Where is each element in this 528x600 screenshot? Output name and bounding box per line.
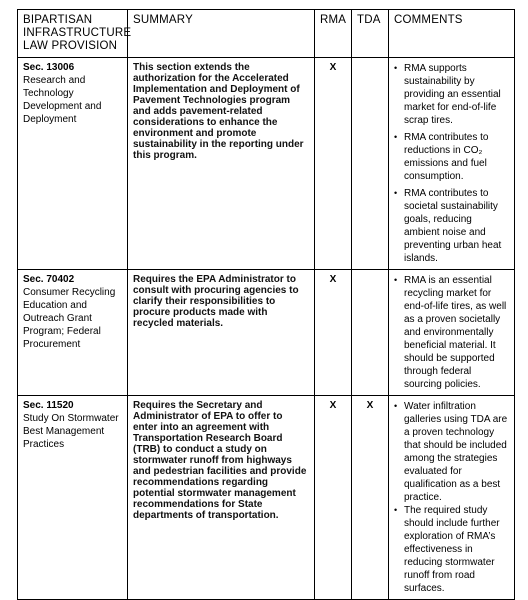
provision-cell bbox=[18, 58, 128, 270]
bullet-icon: • bbox=[394, 188, 398, 198]
header-summary: SUMMARY bbox=[128, 10, 315, 58]
header-tda: TDA bbox=[352, 10, 389, 58]
summary-text: Requires the EPA Administrator to consult with procuring agencies to clarify their responsibilities to procure products made with recycled materials. bbox=[133, 274, 299, 329]
comments-list bbox=[394, 274, 509, 391]
comments-cell bbox=[389, 270, 515, 396]
table-row bbox=[18, 396, 515, 600]
table-row bbox=[18, 270, 515, 396]
section-title: Consumer Recycling Education and Outreach Grant Program; Federal Procurement bbox=[23, 287, 116, 350]
provisions-table bbox=[17, 9, 515, 600]
comments-list bbox=[394, 62, 509, 265]
summary-cell bbox=[128, 58, 315, 270]
section-title: Research and Technology Development and Deployment bbox=[23, 75, 102, 125]
header-provision: BIPARTISAN INFRASTRUCTURE LAW PROVISION bbox=[18, 10, 128, 58]
rma-mark: X bbox=[315, 270, 352, 396]
bullet-icon: • bbox=[394, 505, 398, 515]
comment-text: RMA supports sustainability by providing an essential market for end-of-life scrap tires. bbox=[404, 63, 501, 126]
summary-cell bbox=[128, 270, 315, 396]
summary-text: This section extends the authorization for the Accelerated Implementation and Deployment of Pavement Technologies program and adds pavement-related considerations to enhance the environment and promote sustainability in the reporting under this program. bbox=[133, 62, 304, 161]
comment-text: RMA contributes to reductions in CO₂ emissions and fuel consumption. bbox=[404, 132, 489, 182]
comments-cell bbox=[389, 396, 515, 600]
tda-mark bbox=[352, 270, 389, 396]
tda-mark bbox=[352, 58, 389, 270]
section-number: Sec. 11520 bbox=[23, 400, 74, 411]
comment-item bbox=[394, 62, 509, 127]
rma-mark: X bbox=[315, 58, 352, 270]
header-comments: COMMENTS bbox=[389, 10, 515, 58]
comment-item bbox=[394, 400, 509, 504]
provision-cell bbox=[18, 270, 128, 396]
tda-mark: X bbox=[352, 396, 389, 600]
comment-text: RMA is an essential recycling market for end-of-life tires, as well as a proven societally and environmentally beneficial material. It should be supported through federal sourcing policies. bbox=[404, 275, 507, 390]
bullet-icon: • bbox=[394, 132, 398, 142]
comment-text: Water infiltration galleries using TDA are a proven technology that should be included among the strategies evaluated for qualification as a best practice. bbox=[404, 401, 508, 503]
provision-cell bbox=[18, 396, 128, 600]
bullet-icon: • bbox=[394, 63, 398, 73]
summary-text: Requires the Secretary and Administrator of EPA to offer to enter into an agreement with Transportation Research Board (TRB) to conduct a study on stormwater runoff from highways and pedestrian facilities and provide recommendations regarding potential stormwater management recommendations for State departments of transportation. bbox=[133, 400, 307, 521]
header-rma: RMA bbox=[315, 10, 352, 58]
comments-list bbox=[394, 400, 509, 595]
comment-item bbox=[394, 187, 509, 265]
comment-text: The required study should include further exploration of RMA’s effectiveness in reducing stormwater runoff from road surfaces. bbox=[404, 505, 500, 594]
table-header-row bbox=[18, 10, 515, 58]
section-number: Sec. 13006 bbox=[23, 62, 75, 73]
bullet-icon: • bbox=[394, 401, 398, 411]
table-row bbox=[18, 58, 515, 270]
comments-cell bbox=[389, 58, 515, 270]
comment-item bbox=[394, 131, 509, 183]
comment-item bbox=[394, 274, 509, 391]
summary-cell bbox=[128, 396, 315, 600]
section-number: Sec. 70402 bbox=[23, 274, 75, 285]
comment-text: RMA contributes to societal sustainability goals, reducing ambient noise and preventing urban heat islands. bbox=[404, 188, 502, 264]
rma-mark: X bbox=[315, 396, 352, 600]
comment-item bbox=[394, 504, 509, 595]
section-title: Study On Stormwater Best Management Practices bbox=[23, 413, 119, 450]
bullet-icon: • bbox=[394, 275, 398, 285]
